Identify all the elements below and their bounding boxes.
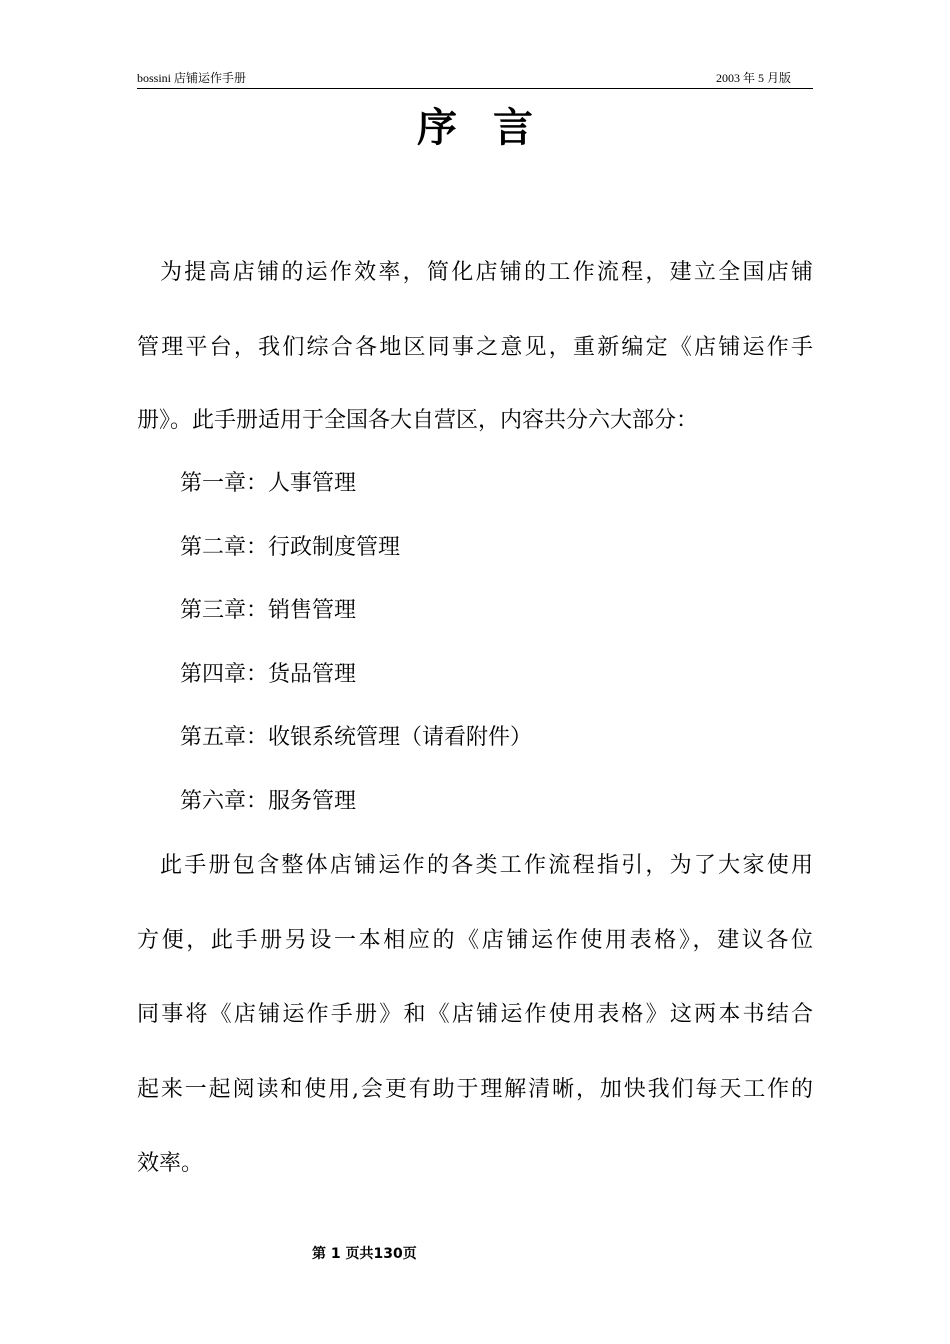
header-doc-title: bossini 店铺运作手册 bbox=[137, 71, 247, 85]
paragraph1-line-1: 为提高店铺的运作效率，简化店铺的工作流程，建立全国店铺 bbox=[160, 260, 813, 285]
chapter-item-1: 第一章：人事管理 bbox=[180, 471, 357, 496]
page-title: 序言 bbox=[417, 105, 569, 151]
paragraph1-line-2: 管理平台，我们综合各地区同事之意见，重新编定《店铺运作手 bbox=[137, 335, 813, 360]
paragraph2-line-3: 同事将《店铺运作手册》和《店铺运作使用表格》这两本书结合 bbox=[137, 1002, 813, 1027]
page-number: 第 1 页共130页 bbox=[312, 1246, 417, 1262]
page-header bbox=[137, 68, 813, 89]
chapter-item-4: 第四章：货品管理 bbox=[180, 662, 357, 687]
paragraph2-line-5: 效率。 bbox=[137, 1151, 204, 1176]
chapter-item-6: 第六章：服务管理 bbox=[180, 789, 357, 814]
paragraph2-line-4: 起来一起阅读和使用,会更有助于理解清晰，加快我们每天工作的 bbox=[137, 1077, 813, 1102]
paragraph2-line-1: 此手册包含整体店铺运作的各类工作流程指引，为了大家使用 bbox=[160, 853, 813, 878]
paragraph1-line-3: 册》。此手册适用于全国各大自营区，内容共分六大部分： bbox=[137, 408, 699, 433]
chapter-item-5: 第五章：收银系统管理（请看附件） bbox=[180, 725, 533, 750]
paragraph2-line-2: 方便，此手册另设一本相应的《店铺运作使用表格》，建议各位 bbox=[137, 928, 813, 953]
chapter-item-3: 第三章：销售管理 bbox=[180, 598, 357, 623]
header-edition: 2003 年 5 月版 bbox=[715, 71, 791, 85]
chapter-item-2: 第二章：行政制度管理 bbox=[180, 535, 401, 560]
